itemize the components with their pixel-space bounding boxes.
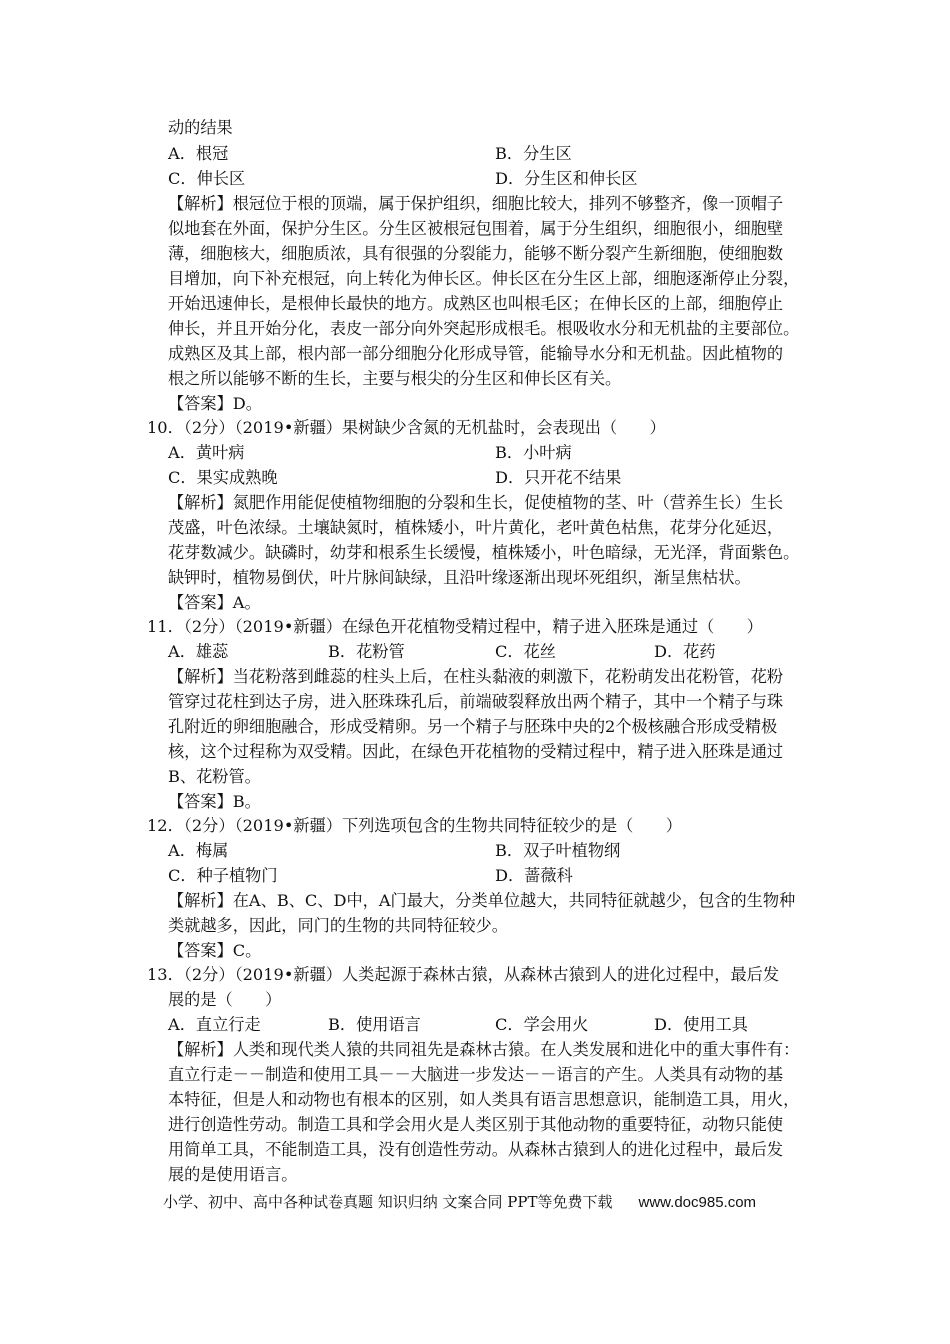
question-13: 13．（2分）（2019•新疆）人类起源于森林古猿，从森林古猿到人的进化过程中，最后发 bbox=[147, 965, 780, 984]
option-a: A．根冠 bbox=[168, 144, 229, 163]
analysis-line: 进行创造性劳动。制造工具和学会用火是人类区别于其他动物的重要特征，动物只能使 bbox=[168, 1115, 784, 1134]
analysis-line: 【解析】氮肥作用能促使植物细胞的分裂和生长，促使植物的茎、叶（营养生长）生长 bbox=[168, 493, 784, 512]
footer-url-link[interactable]: www.doc985.com bbox=[638, 1194, 757, 1211]
option-d: D．分生区和伸长区 bbox=[495, 169, 638, 188]
analysis-line: 【解析】根冠位于根的顶端，属于保护组织，细胞比较大，排列不够整齐，像一顶帽子 bbox=[168, 194, 784, 213]
analysis-line: B、花粉管。 bbox=[168, 767, 261, 786]
answer-line: 【答案】B。 bbox=[168, 792, 261, 811]
analysis-line: 成熟区及其上部，根内部一部分细胞分化形成导管，能输导水分和无机盐。因此植物的 bbox=[168, 344, 784, 363]
option-b: B．小叶病 bbox=[495, 443, 572, 462]
answer-line: 【答案】C。 bbox=[168, 941, 262, 960]
question-11: 11．（2分）（2019•新疆）在绿色开花植物受精过程中，精子进入胚珠是通过（ ） bbox=[147, 617, 763, 636]
analysis-line: 类就越多，因此，同门的生物的共同特征较少。 bbox=[168, 916, 508, 935]
analysis-line: 本特征，但是人和动物也有根本的区别，如人类具有语言思想意识，能制造工具，用火， bbox=[168, 1090, 800, 1109]
option-c: C．学会用火 bbox=[495, 1015, 589, 1034]
option-b: B．花粉管 bbox=[328, 642, 405, 661]
analysis-line: 管穿过花柱到达子房，进入胚珠珠孔后，前端破裂释放出两个精子，其中一个精子与珠 bbox=[168, 692, 784, 711]
analysis-line: 缺钾时，植物易倒伏，叶片脉间缺绿，且沿叶缘逐渐出现坏死组织，渐呈焦枯状。 bbox=[168, 568, 751, 587]
footer-text: 小学、初中、高中各种试卷真题 知识归纳 文案合同 PPT等免费下载 bbox=[163, 1193, 613, 1211]
option-b: B．使用语言 bbox=[328, 1015, 421, 1034]
page-footer bbox=[163, 1192, 756, 1213]
analysis-line: 根之所以能够不断的生长，主要与根尖的分生区和伸长区有关。 bbox=[168, 369, 622, 388]
text-line: 动的结果 bbox=[168, 118, 233, 137]
analysis-line: 【解析】当花粉落到雌蕊的柱头上后，在柱头黏液的刺激下，花粉萌发出花粉管，花粉 bbox=[168, 667, 784, 686]
option-a: A．直立行走 bbox=[168, 1015, 261, 1034]
option-d: D．花药 bbox=[654, 642, 716, 661]
analysis-line: 孔附近的卵细胞融合，形成受精卵。另一个精子与胚珠中央的2个极核融合形成受精极 bbox=[168, 717, 778, 736]
analysis-line: 薄，细胞核大，细胞质浓，具有很强的分裂能力，能够不断分裂产生新细胞，使细胞数 bbox=[168, 244, 784, 263]
question-13-cont: 展的是（ ） bbox=[168, 990, 282, 1009]
option-c: C．花丝 bbox=[495, 642, 556, 661]
option-d: D．使用工具 bbox=[654, 1015, 748, 1034]
option-a: A．雄蕊 bbox=[168, 642, 229, 661]
answer-line: 【答案】A。 bbox=[168, 593, 261, 612]
question-10: 10．（2分）（2019•新疆）果树缺少含氮的无机盐时，会表现出（ ） bbox=[147, 418, 666, 437]
answer-line: 【答案】D。 bbox=[168, 394, 262, 413]
analysis-line: 【解析】人类和现代类人猿的共同祖先是森林古猿。在人类发展和进化中的重大事件有： bbox=[168, 1040, 800, 1059]
analysis-line: 直立行走－－制造和使用工具－－大脑进一步发达－－语言的产生。人类具有动物的基 bbox=[168, 1065, 784, 1084]
analysis-line: 花芽数减少。缺磷时，幼芽和根系生长缓慢，植株矮小，叶色暗绿，无光泽，背面紫色。 bbox=[168, 543, 800, 562]
option-a: A．黄叶病 bbox=[168, 443, 245, 462]
option-c: C．种子植物门 bbox=[168, 866, 278, 885]
option-b: B．分生区 bbox=[495, 144, 572, 163]
analysis-line: 用简单工具，不能制造工具，没有创造性劳动。从森林古猿到人的进化过程中，最后发 bbox=[168, 1140, 784, 1159]
option-c: C．伸长区 bbox=[168, 169, 246, 188]
analysis-line: 核，这个过程称为双受精。因此，在绿色开花植物的受精过程中，精子进入胚珠是通过 bbox=[168, 742, 784, 761]
analysis-line: 伸长，并且开始分化，表皮一部分向外突起形成根毛。根吸收水分和无机盐的主要部位。 bbox=[168, 319, 800, 338]
analysis-line: 展的是使用语言。 bbox=[168, 1165, 298, 1184]
analysis-line: 【解析】在A、B、C、D中，A门最大，分类单位越大，共同特征就越少，包含的生物种 bbox=[168, 891, 796, 910]
analysis-line: 茂盛，叶色浓绿。土壤缺氮时，植株矮小，叶片黄化，老叶黄色枯焦，花芽分化延迟， bbox=[168, 518, 784, 537]
option-d: D．蔷薇科 bbox=[495, 866, 573, 885]
option-c: C．果实成熟晚 bbox=[168, 468, 278, 487]
analysis-line: 似地套在外面，保护分生区。分生区被根冠包围着，属于分生组织，细胞很小，细胞壁 bbox=[168, 219, 784, 238]
option-d: D．只开花不结果 bbox=[495, 468, 622, 487]
question-12: 12．（2分）（2019•新疆）下列选项包含的生物共同特征较少的是（ ） bbox=[147, 816, 682, 835]
option-a: A．梅属 bbox=[168, 841, 229, 860]
analysis-line: 目增加，向下补充根冠，向上转化为伸长区。伸长区在分生区上部，细胞逐渐停止分裂， bbox=[168, 269, 800, 288]
option-b: B．双子叶植物纲 bbox=[495, 841, 621, 860]
analysis-line: 开始迅速伸长，是根伸长最快的地方。成熟区也叫根毛区；在伸长区的上部，细胞停止 bbox=[168, 294, 784, 313]
